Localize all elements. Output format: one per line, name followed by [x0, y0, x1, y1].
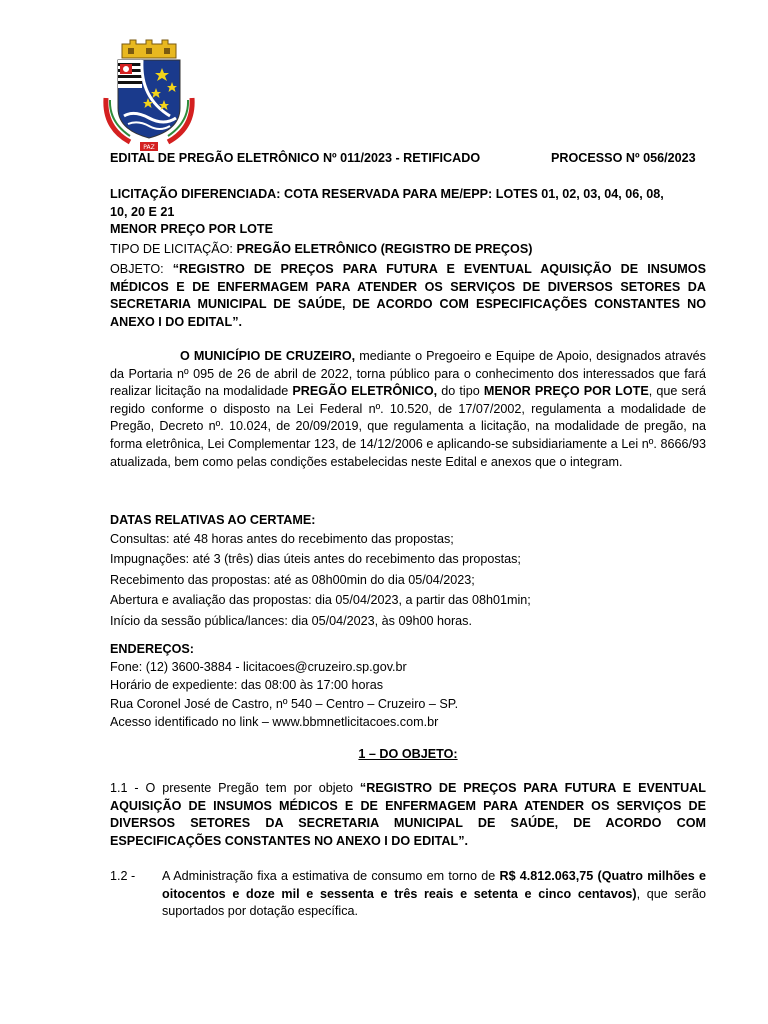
edital-title: EDITAL DE PREGÃO ELETRÔNICO Nº 011/2023 - RETIFICADO [110, 151, 481, 165]
tipo-label: TIPO DE LICITAÇÃO: [110, 242, 237, 256]
item-1-1-prefix: 1.1 - O presente Pregão tem por objeto [110, 781, 360, 795]
item-1-1-objeto: “REGISTRO DE PREÇOS PARA FUTURA E EVENTUAL AQUISIÇÃO DE INSUMOS MÉDICOS E DE ENFERMAGEM PARA ATENDER OS SERVIÇOS DE DIVERSOS SETORES DA SECRETARIA MUNICIPAL DE SAÚDE, DE ACORDO COM ESPECIFICAÇÕES CONSTANTES NO ANEXO I DO EDITAL”. [110, 781, 706, 848]
preamble-text-3: , que será regido conforme o disposto na Lei Federal nº. 10.520, de 17/07/2002, regulamenta a modalidade de Pregão, Decreto nº. 10.024, de 20/09/2019, que regulamenta a licitação, na modalidade de pregão, na forma eletrônica, Lei Complementar 123, de 14/12/2006 e aplicando-se subsidiariamente a Lei nº. 8666/93 atualizada, bem como pelas condições estabelecidas neste Edital e anexos que o integram. [110, 384, 707, 469]
item-1-2-text: A Administração fixa a estimativa de consumo em torno de [162, 869, 500, 883]
process-number: PROCESSO Nº 056/2023 [551, 151, 696, 165]
item-1-2-value: R$ 4.812.063,75 (Quatro milhões e oitocentos e doze mil e sessenta e três reais e setenta e cinco centavos) [162, 869, 706, 901]
objeto-label: OBJETO: [110, 262, 173, 276]
municipal-crest-logo [100, 38, 198, 156]
preamble-text-2: do tipo [437, 384, 484, 399]
objeto-paragraph [110, 261, 706, 331]
crest-motto: PAZ [143, 144, 155, 151]
section-1-title: 1 – DO OBJETO: [358, 747, 458, 761]
datas-item: Impugnações: até 3 (três) dias úteis antes do recebimento das propostas; [110, 552, 521, 567]
tipo-licitacao [110, 241, 706, 259]
tipo-value: PREGÃO ELETRÔNICO (REGISTRO DE PREÇOS) [236, 242, 533, 256]
preamble-text-1: mediante o Pregoeiro e Equipe de Apoio, designados através da Portaria nº 095 de 26 de abril de 2022, torna público para o conhecimento dos interessados que fará realizar licitação na modalidade [110, 349, 706, 399]
licitacao-block [110, 186, 706, 239]
licitacao-line-1: LICITAÇÃO DIFERENCIADA: COTA RESERVADA PARA ME/EPP: LOTES 01, 02, 03, 04, 06, 08, [110, 187, 664, 201]
endereco-item: Acesso identificado no link – www.bbmnetlicitacoes.com.br [110, 715, 439, 730]
municipio-name: O MUNICÍPIO DE CRUZEIRO, [180, 349, 356, 363]
endereco-item: Horário de expediente: das 08:00 às 17:00 horas [110, 678, 384, 693]
endereco-item: Rua Coronel José de Castro, nº 540 – Centro – Cruzeiro – SP. [110, 696, 459, 711]
datas-item: Abertura e avaliação das propostas: dia 05/04/2023, a partir das 08h01min; [110, 593, 531, 608]
item-1-2-paragraph [162, 868, 706, 921]
datas-title: DATAS RELATIVAS AO CERTAME: [110, 513, 316, 527]
enderecos-title: ENDEREÇOS: [110, 642, 194, 656]
endereco-item: Fone: (12) 3600-3884 - licitacoes@cruzeiro.sp.gov.br [110, 659, 407, 674]
menor-preco-line: MENOR PREÇO POR LOTE [110, 222, 274, 237]
preamble-pregao: PREGÃO ELETRÔNICO, [292, 384, 438, 399]
datas-item: Recebimento das propostas: até as 08h00min do dia 05/04/2023; [110, 572, 475, 587]
datas-item: Consultas: até 48 horas antes do recebimento das propostas; [110, 531, 454, 546]
preamble-paragraph [110, 348, 706, 471]
datas-section [110, 512, 706, 631]
objeto-value: “REGISTRO DE PREÇOS PARA FUTURA E EVENTUAL AQUISIÇÃO DE INSUMOS MÉDICOS E DE ENFERMAGEM PARA ATENDER OS SERVIÇOS DE DIVERSOS SETORES DA SECRETARIA MUNICIPAL DE SAÚDE, DE ACORDO COM ESPECIFICAÇÕES CONSTANTES NO ANEXO I DO EDITAL”. [110, 262, 706, 329]
preamble-menor: MENOR PREÇO POR LOTE [483, 384, 649, 399]
enderecos-section [110, 641, 706, 732]
item-1-2-end: , que serão suportados por dotação específica. [162, 886, 706, 919]
item-1-2-number: 1.2 - [110, 869, 136, 883]
licitacao-line-2: 10, 20 E 21 [110, 204, 175, 219]
item-1-1-paragraph [110, 780, 706, 850]
datas-item: Início da sessão pública/lances: dia 05/04/2023, às 09h00 horas. [110, 613, 472, 628]
